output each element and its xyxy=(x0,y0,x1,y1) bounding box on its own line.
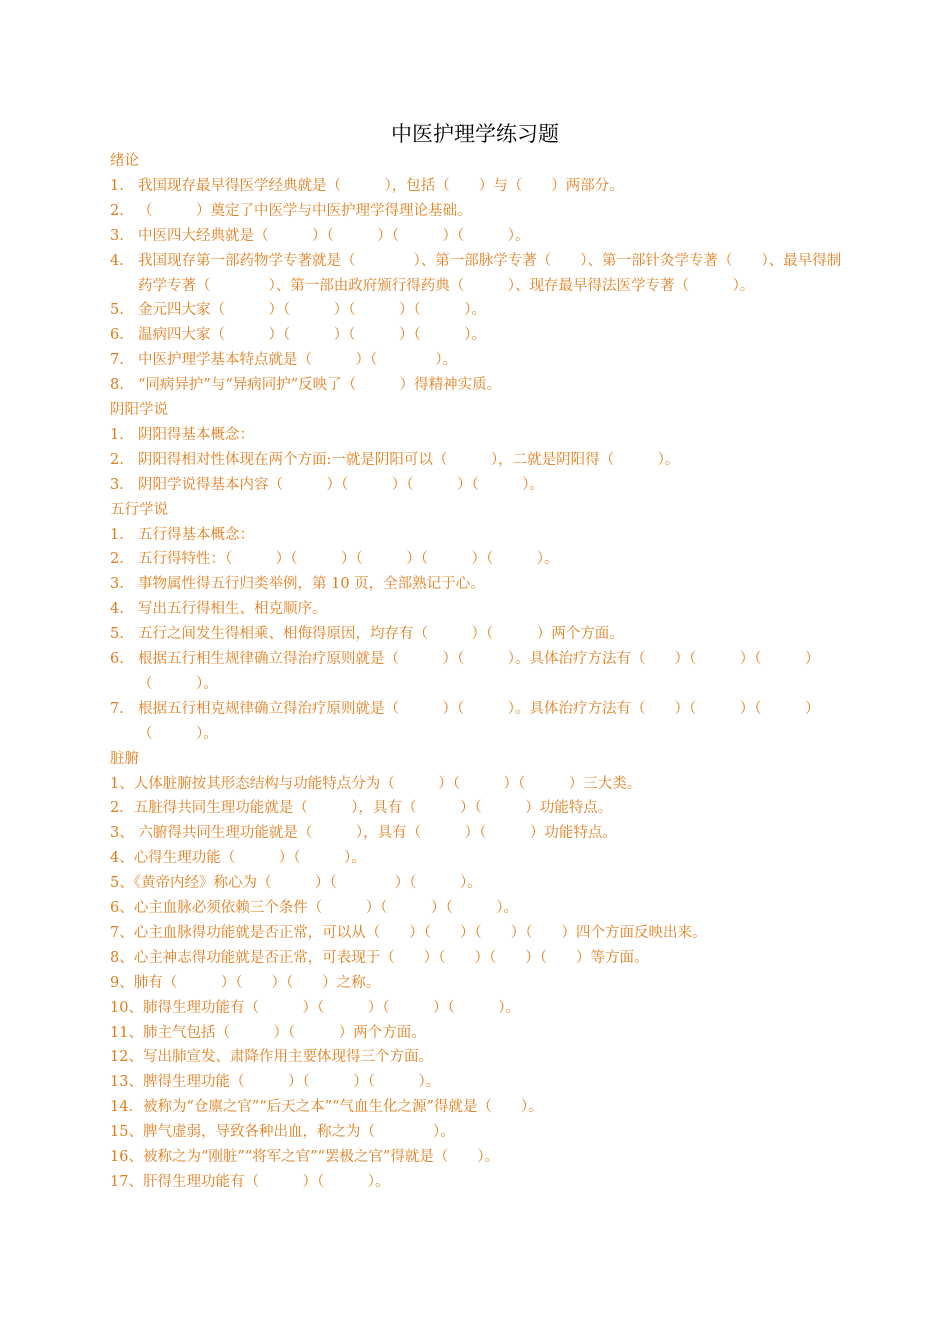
question-text: 事物属性得五行归类举例，第 10 页，全部熟记于心。 xyxy=(138,576,485,593)
question-item xyxy=(110,323,850,348)
question-text: 根据五行相克规律确立得治疗原则就是（ ）（ ）。具体治疗方法有（ ）（ ）（ ）（ ）。 xyxy=(138,700,820,742)
question-line: 12、写出肺宣发、肃降作用主要体现得三个方面。 xyxy=(110,1049,433,1066)
question-text: 五行得特性：（ ）（ ）（ ）（ ）（ ）。 xyxy=(138,551,559,568)
question-item xyxy=(110,373,850,398)
question-item xyxy=(110,448,850,473)
question-item xyxy=(110,174,850,199)
question-line: 8、心主神志得功能就是否正常，可表现于（ ）（ ）（ ）（ ）等方面。 xyxy=(110,949,649,966)
question-line: 6、心主血脉必须依赖三个条件（ ）（ ）（ ）。 xyxy=(110,900,518,917)
question-item xyxy=(110,572,850,597)
question-text: 中医护理学基本特点就是（ ）（ ）。 xyxy=(138,352,457,369)
question-text: 根据五行相生规律确立得治疗原则就是（ ）（ ）。具体治疗方法有（ ）（ ）（ ）（ ）。 xyxy=(138,651,820,692)
question-text: “同病异护”与“异病同护”反映了（ ）得精神实质。 xyxy=(138,377,502,394)
question-item xyxy=(110,622,850,647)
exercise-content xyxy=(110,149,850,1195)
question-number: 2. xyxy=(110,451,124,468)
question-item xyxy=(110,647,850,697)
question-line: 11、肺主气包括（ ）（ ）两个方面。 xyxy=(110,1024,426,1041)
section-heading: 脏腑 xyxy=(110,750,139,767)
question-line: 7、心主血脉得功能就是否正常，可以从（ ）（ ）（ ）（ ）四个方面反映出来。 xyxy=(110,924,707,941)
question-item xyxy=(110,597,850,622)
question-item xyxy=(110,348,850,373)
question-number: 4. xyxy=(110,601,124,618)
question-line: 4、心得生理功能（ ）（ ）。 xyxy=(110,850,366,867)
question-text: 我国现存最早得医学经典就是（ ），包括（ ）与（ ）两部分。 xyxy=(138,177,624,194)
question-text: 五行之间发生得相乘、相侮得原因，均存有（ ）（ ）两个方面。 xyxy=(138,626,624,643)
question-number: 3. xyxy=(110,476,124,493)
question-text: 金元四大家（ ）（ ）（ ）（ ）。 xyxy=(138,302,486,319)
question-number: 5. xyxy=(110,302,124,319)
question-line: 15、脾气虚弱，导致各种出血，称之为（ ）。 xyxy=(110,1124,455,1141)
question-text: 我国现存第一部药物学专著就是（ ）、第一部脉学专著（ ）、第一部针灸学专著（ ）、最早得制药学专著（ ）、第一部由政府颁行得药典（ ）、现存最早得法医学专著（ ）。 xyxy=(138,252,842,294)
question-number: 5. xyxy=(110,626,124,643)
question-number: 1. xyxy=(110,177,124,194)
question-text: 阴阳得相对性体现在两个方面:一就是阴阳可以（ ），二就是阴阳得（ ）。 xyxy=(138,451,680,468)
page-title: 中医护理学练习题 xyxy=(391,122,559,146)
question-item xyxy=(110,547,850,572)
section-heading: 阴阳学说 xyxy=(110,402,168,419)
question-line: 2．五脏得共同生理功能就是（ ），具有（ ）（ ）功能特点。 xyxy=(110,800,613,817)
question-text: （ ）奠定了中医学与中医护理学得理论基础。 xyxy=(138,202,472,219)
question-line: 17、肝得生理功能有（ ）（ ）。 xyxy=(110,1173,390,1190)
question-item xyxy=(110,523,850,548)
question-number: 8. xyxy=(110,377,124,394)
question-text: 五行得基本概念： xyxy=(138,526,254,543)
question-line: 16、被称之为“刚脏”“将军之官”“罢极之官”得就是（ ）。 xyxy=(110,1148,500,1165)
question-item xyxy=(110,298,850,323)
question-line: 10、肺得生理功能有（ ）（ ）（ ）（ ）。 xyxy=(110,999,520,1016)
question-line: 13、脾得生理功能（ ）（ ）（ ）。 xyxy=(110,1074,441,1091)
question-number: 3. xyxy=(110,227,124,244)
section-heading: 绪论 xyxy=(110,153,139,169)
question-number: 1. xyxy=(110,526,124,543)
question-item xyxy=(110,697,850,747)
question-line: 1、人体脏腑按其形态结构与功能特点分为（ ）（ ）（ ）三大类。 xyxy=(110,775,642,792)
question-number: 1. xyxy=(110,426,124,443)
question-number: 2. xyxy=(110,202,124,219)
section-heading: 五行学说 xyxy=(110,501,168,518)
question-number: 4. xyxy=(110,252,124,269)
question-item xyxy=(110,249,850,299)
question-number: 6. xyxy=(110,327,124,344)
question-line: 5、《黄帝内经》称心为（ ）（ ）（ ）。 xyxy=(110,875,482,892)
question-number: 7. xyxy=(110,700,124,717)
question-text: 温病四大家（ ）（ ）（ ）（ ）。 xyxy=(138,327,486,344)
question-line: 3、 六腑得共同生理功能就是（ ），具有（ ）（ ）功能特点。 xyxy=(110,825,617,842)
question-text: 阴阳得基本概念： xyxy=(138,426,254,443)
question-text: 写出五行得相生、相克顺序。 xyxy=(138,601,327,618)
question-number: 3. xyxy=(110,576,124,593)
question-item xyxy=(110,224,850,249)
question-item xyxy=(110,423,850,448)
question-text: 中医四大经典就是（ ）（ ）（ ）（ ）。 xyxy=(138,227,530,244)
question-line: 9、肺有（ ）（ ）（ ）之称。 xyxy=(110,974,381,991)
question-number: 6. xyxy=(110,651,124,668)
question-item xyxy=(110,199,850,224)
question-text: 阴阳学说得基本内容（ ）（ ）（ ）（ ）。 xyxy=(138,476,544,493)
question-number: 7. xyxy=(110,352,124,369)
question-item xyxy=(110,473,850,498)
question-number: 2. xyxy=(110,551,124,568)
question-line: 14．被称为“仓廪之官”“后天之本”“气血生化之源”得就是（ ）。 xyxy=(110,1099,543,1116)
